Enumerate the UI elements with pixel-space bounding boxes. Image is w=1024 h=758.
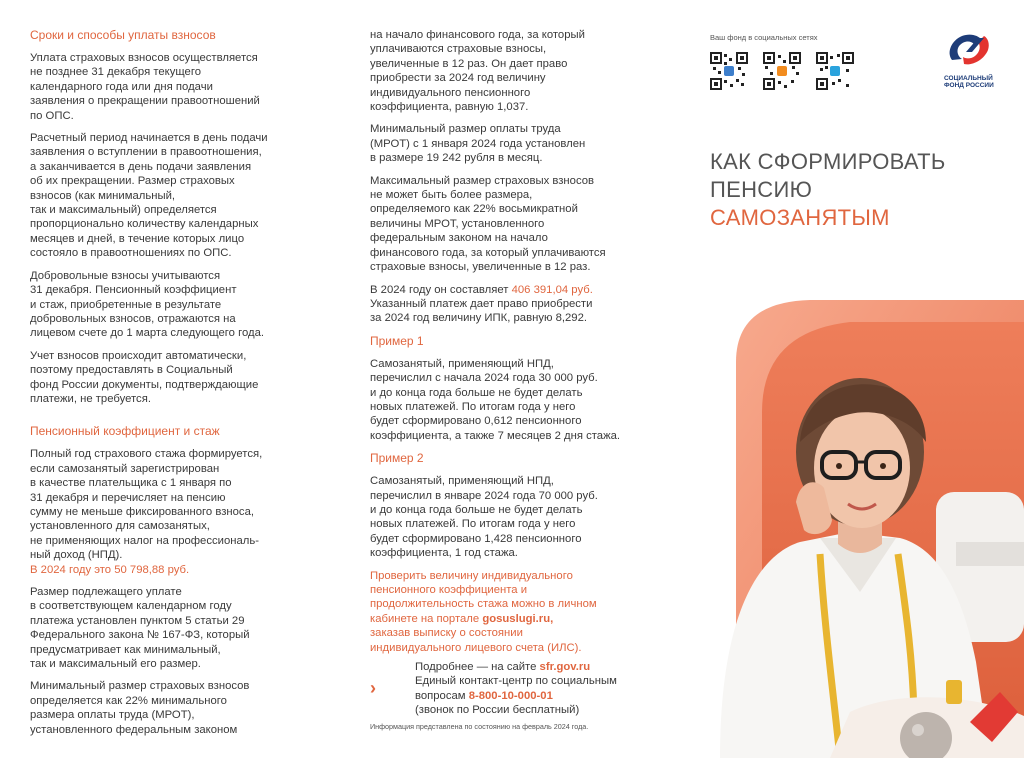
qr-codes bbox=[710, 52, 854, 90]
sfr-logo: СОЦИАЛЬНЫЙ ФОНД РОССИИ bbox=[944, 30, 1000, 89]
cover-panel bbox=[700, 0, 1024, 758]
paragraph: на начало финансового года, за который уплачиваются страховые взносы, увеличенные в 12 раз. Он дает право приобрести за 2024 год величину индивидуального пенсионного коэффициента, равную 1,037. bbox=[370, 29, 585, 114]
gosuslugi-link[interactable]: gosuslugi.ru, bbox=[482, 612, 554, 625]
section-heading-payment: Сроки и способы уплаты взносов bbox=[30, 28, 216, 42]
sfr-logo-icon bbox=[944, 30, 992, 68]
paragraph: Минимальный размер страховых взносов определяется как 22% минимального размера оплаты труда (МРОТ), установленного федеральным законом bbox=[30, 680, 250, 736]
fixed-contribution-amount: В 2024 году это 50 798,88 руб. bbox=[30, 563, 190, 576]
sfr-site-link[interactable]: sfr.gov.ru bbox=[539, 661, 591, 673]
social-label: Ваш фонд в социальных сетях bbox=[710, 33, 818, 42]
paragraph: Полный год страхового стажа формируется, если самозанятый зарегистрирован в качестве плательщика с 1 января по 31 декабря и перечисляет на пенсию сумму не меньше фиксированного взноса, установленного для самозанятых, не применяющих налог на профессиональ- ный доход (НПД). bbox=[30, 448, 263, 562]
middle-column bbox=[370, 28, 670, 663]
example-2-title: Пример 2 bbox=[370, 451, 424, 466]
contact-block: › Подробнее — на сайте sfr.gov.ru Единый контакт-центр по социальным вопросам 8-800-10-000-01 (звонок по России бесплатный) bbox=[370, 660, 670, 718]
example-1-text: Самозанятый, применяющий НПД, перечислил с начала 2024 года 30 000 руб. и до конца года больше не будет делать новых платежей. По итогам года у него будет сформировано 0,612 пенсионного коэффициента, а также 7 месяцев 2 дня стажа. bbox=[370, 357, 621, 442]
paragraph: Минимальный размер оплаты труда (МРОТ) с 1 января 2024 года установлен в размере 19 242 рубля в месяц. bbox=[370, 123, 586, 165]
woman-photo bbox=[700, 292, 1024, 758]
section-heading-coefficient: Пенсионный коэффициент и стаж bbox=[30, 424, 220, 439]
paragraph: Добровольные взносы учитываются 31 декабря. Пенсионный коэффициент и стаж, приобретенные в результате добровольных взносов, отражаются на лицевом счете до 1 марта следующего года. bbox=[30, 269, 265, 340]
chevron-right-icon: › bbox=[370, 678, 376, 698]
paragraph: Размер подлежащего уплате в соответствующем календарном году платежа установлен пунктом 5 статьи 29 Федерального закона № 167-ФЗ, который предусматривает как минимальный, так и максимальный его размер. bbox=[30, 586, 250, 671]
paragraph: Расчетный период начинается в день подачи заявления о вступлении в правоотношения, а заканчивается в день подачи заявления об их прекращении. Размер страховых взносов (как минимальный, так и максимальный) определяется пропорционально количеству календарных месяцев и дней, в течение которых лицо состояло в правоотношениях по ОПС. bbox=[30, 132, 268, 260]
free-call-note: (звонок по России бесплатный) bbox=[415, 704, 580, 717]
paragraph: Максимальный размер страховых взносов не может быть более размера, определяемого как 22% восьмикратной величины МРОТ, установленного федеральным законом на начало финансового года, за который уплачиваются страховые взносы, увеличенные в 12 раз. bbox=[370, 174, 606, 274]
left-column bbox=[30, 28, 320, 745]
contact-center-label: Единый контакт-центр по социальным bbox=[415, 675, 617, 688]
qr-vk-icon[interactable] bbox=[710, 52, 748, 90]
check-info-text: Проверить величину индивидуального пенсионного коэффициента и продолжительность стажа можно в личном кабинете на портале gosuslugi.ru, заказав выписку о состоянии индивидуального лицевого счета (ИЛС). bbox=[370, 569, 597, 654]
cover-title: КАК СФОРМИРОВАТЬ ПЕНСИЮ САМОЗАНЯТЫМ bbox=[710, 149, 946, 230]
paragraph: Учет взносов происходит автоматически, поэтому предоставлять в Социальный фонд России документы, подтверждающие платежи, не требуется. bbox=[30, 349, 259, 405]
footnote: Информация представлена по состоянию на февраль 2024 года. bbox=[370, 722, 589, 731]
qr-ok-icon[interactable] bbox=[763, 52, 801, 90]
max-payment-amount: 406 391,04 руб. bbox=[511, 283, 593, 296]
example-1-title: Пример 1 bbox=[370, 333, 424, 348]
paragraph-max-payment: В 2024 году он составляет 406 391,04 руб. Указанный платеж дает право приобрести за 2024 год величину ИПК, равную 8,292. bbox=[370, 283, 593, 325]
qr-telegram-icon[interactable] bbox=[816, 52, 854, 90]
phone-number[interactable]: 8-800-10-000-01 bbox=[468, 689, 553, 702]
paragraph: Уплата страховых взносов осуществляется не позднее 31 декабря текущего календарного года или дня подачи заявления о прекращении правоотношений по ОПС. bbox=[30, 52, 260, 122]
example-2-text: Самозанятый, применяющий НПД, перечислил в январе 2024 года 70 000 руб. и до конца года больше не будет делать новых платежей. По итогам года у него будет сформировано 1,428 пенсионного коэффициента, 1 год стажа. bbox=[370, 475, 598, 560]
